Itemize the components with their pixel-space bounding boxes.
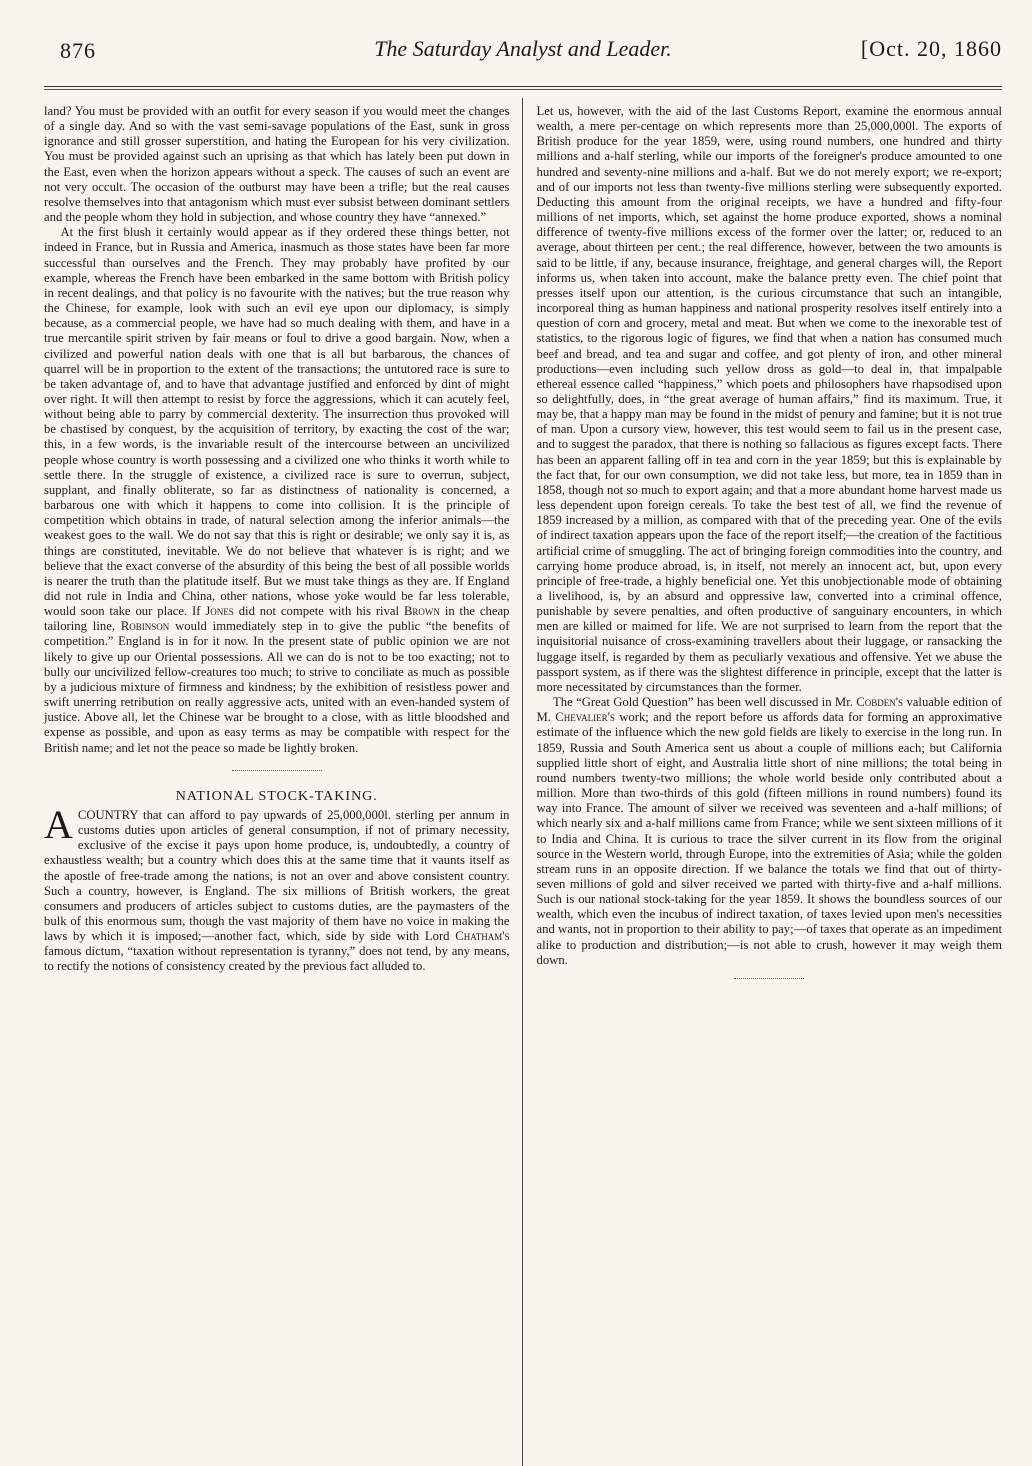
name-cobden: Cobden's: [856, 695, 904, 710]
paragraph: The “Great Gold Question” has been well discussed in Mr. Cobden's valuable edition of M. Chevalier's work; and the report before us affords data for forming an approximative estimate of the influence which the new gold fields are likely to exercise in the long run. In 1859, Russia and South America sent us about a couple of millions each; but California supplied little short of eight, and Australia little short of nine millions; the total being in round numbers twenty-two millions; the whole world beside only contributed about a million. More than two-thirds of this gold (fifteen millions in round numbers) found its way into France. The amount of silver we received was seventeen and a-half millions; of which nearly six and a-half millions came from France; while we sent sixteen millions of it to India and China. It is curious to trace the silver current in its flow from the original source in the Western world, through Europe, into the extremities of Asia; while the golden stream runs in an opposite direction. If we balance the totals we find that out of thirty-seven millions of gold and silver received we parted with thirty-five and a-half millions. Such is our national stock-taking for the year 1859. It shows the boundless sources of our wealth, which even the incubus of indirect taxation, of taxes levied upon men's necessities and wants, not in proportion to their ability to pay;—of taxes that operate as an impediment alike to production and distribution;—is not able to crush, however it may weigh them down.: [536, 695, 1003, 967]
right-column: [522, 104, 1002, 1466]
paragraph: ACOUNTRY that can afford to pay upwards of 25,000,000l. sterling per annum in customs duties upon articles of general consumption, if not of primary necessity, exclusive of the excise it pays upon home produce, is, undoubtedly, a country of exhaustless wealth; but a country which does this at the same time that it vaunts itself as the apostle of free-trade among the nations, is not an over and above consistent country. Such a country, however, is England. The six millions of British workers, the great consumers and producers of articles subject to customs duties, are the paymasters of the bulk of this enormous sum, though the vast majority of them have no voice in making the laws by which it is imposed;—another fact, which, side by side with Lord Chatham's famous dictum, “taxation without representation is tyranny,” does not tend, by any means, to rectify the notions of consistency created by the previous fact alluded to.: [44, 801, 510, 974]
page-number: 876: [60, 38, 96, 63]
drop-cap: A: [44, 801, 73, 847]
masthead: [44, 26, 1002, 63]
name-robinson: Robinson: [120, 619, 170, 634]
section-title: NATIONAL STOCK-TAKING.: [175, 788, 378, 804]
name-chevalier: Chevalier's: [555, 710, 615, 725]
name-chatham: Chatham's: [455, 929, 510, 944]
end-ornament: [734, 978, 804, 979]
paragraph: At the first blush it certainly would appear as if they ordered these things better, not indeed in France, but in Russia and America, inasmuch as those states have been far more successful than ourselves and the French. They may probably have profited by our example, whereas the French have been embarked in the same bottom with British policy in recent dealings, and that policy is no favourite with the natives; but the true reason why the Chinese, for example, look with such an evil eye upon our diplomacy, is simply because, as a commercial people, we have had so much dealing with them, and have in a true mercantile spirit striven by fair means or foul to drive a good bargain. Now, when a civilized and powerful nation deals with one that is all but barbarous, the chances of quarrel will be in proportion to the extent of the transactions; the untutored race is sure to be taken advantage of, and to have that advantage justified and enforced by dint of might over right. It will then attempt to resist by force the aggressions, which it can acutely feel, without being able to parry by commercial dexterity. The insurrection thus provoked will be chastised by conquest, by the acquisition of territory, by exacting the cost of the war; this, in a few words, is the invariable result of the intercourse between an uncivilized people whose country is worth possessing and a civilized one who thinks it worth while to settle there. In the struggle of existence, a civilized race is sure to overrun, subject, supplant, and finally obliterate, so far as distinctness of nationality is concerned, a barbarous one with which it happens to come into collision. It is the principle of competition which obtains in trade, of natural selection among the inferior animals—the weakest goes to the wall. We do not say that this is right or desirable; we only say it is, as things are constituted, inevitable. We do not believe that whatever is is right; and we believe that the exact converse of the absurdity of this being the best of all possible worlds is nearer the truth than the platitude itself. But we must take things as they are. If England did not rule in India and China, other nations, whose yoke would be far less tolerable, would soon take our place. If Jones did not compete with his rival Brown in the cheap tailoring line, Robinson would immediately step in to give the public “the benefits of competition.” England is in for it now. In the present state of public opinion we are not likely to give up our Oriental possessions. All we can do is not to be too exacting; not to bully our uncivilized fellow-creatures too much; to strive to conciliate as much as possible by a judicious mixture of firmness and kindness; by the exhibition of resistless power and swift unerring retribution on really aggressive acts, united with an even-handed system of justice. Above all, let the Chinese war be brought to a close, with as little bloodshed and expense as possible, and upon as easy terms as may be compatible with respect for the British name; and let not the peace so made be lightly broken.: [44, 225, 510, 755]
name-brown: Brown: [403, 604, 440, 619]
paragraph: Let us, however, with the aid of the last Customs Report, examine the enormous annual wealth, a mere per-centage on which represents more than 25,000,000l. The exports of British produce for the year 1859, were, using round numbers, one hundred and thirty millions and a-half sterling, while our imports of the foreigner's produce amounted to one hundred and seventy-nine millions and a-half. But we do not merely export; we re-export; and of our imports not less than twenty-five millions sterling were subsequently exported. Deducting this amount from the original receipts, we have a hundred and fifty-four millions of net imports, which, set against the home produce exported, shows a nominal difference of twenty-five millions excess of the former over the latter; or, reduced to an average, about thirteen per cent.; the real difference, however, between the two amounts is said to be little, if any, because insurance, freightage, and general charges will, the Report informs us, when taken into account, make the balance pretty even. The chief point that presses itself upon our attention, is the curious circumstance that such an intangible, incorporeal thing as human happiness and national prosperity resolves itself entirely into a question of corn and grocery, metal and meat. But when we come to the inexorable test of statistics, to the rigorous logic of figures, we find that when a nation has consumed much beef and bread, and tea and sugar and coffee, and got plenty of iron, and other mineral productions—even including such yellow dross as gold—to deal in, that impalpable ethereal essence called “happiness,” which poets and philosophers have rhapsodised upon so delightfully, does, in “the great average of human affairs,” find its maximum. True, it may be, that a happy man may be found in the midst of penury and famine; but it is not true of man. Upon a cursory view, however, this test would seem to fail us in the present case, and to suggest the paradox, that there is nothing so fallacious as figures except facts. There has been an apparent falling off in tea and corn in the year 1859; but this is explainable by the fact that, for our own consumption, we did not take less, but more, tea in 1859 than in 1858, though not so much to export again; and that a more abundant home harvest made us less dependent upon foreign cereals. To take the best test of all, we find the revenue of 1859 increased by a million, as compared with that of the preceding year. One of the evils of indirect taxation appears upon the face of the report itself;—the creation of the factitious artificial crime of smuggling. The act of bringing foreign commodities into the country, and carrying home produce abroad, is, in itself, not merely an innocent act, but, upon every principle of free-trade, a highly beneficial one. Yet this unobjectionable mode of obtaining a livelihood, is, by an absurd and oppressive law, converted into a criminal offence, punishable by severe penalties, and often productive of sanguinary encounters, in which men are killed or maimed for life. We are not surprised to learn from the report that the inquisitorial nuisance of cross-examining travellers about their luggage, or ransacking the luggage itself, is regarded by them as peculiarly vexatious and offensive. Yet we abuse the passport system, as if there was the slightest difference in principle, except that the latter is more necessitated by circumstances than the former.: [536, 104, 1002, 694]
header-rule-double: [44, 89, 1002, 90]
name-jones: Jones: [205, 604, 234, 619]
header-rule: [44, 86, 1002, 87]
paragraph: land? You must be provided with an outfit for every season if you would meet the changes of a single day. And so with the vast semi-savage populations of the East, sunk in gross ignorance and still grosser superstition, and hating the European for his very civilization. You must be provided against such an uprising as that which has lately been put down in the East, even when the horizon appears without a speck. The causes of such an event are not very occult. The occasion of the outburst may have been a trifle; but the real causes resolve themselves into that antagonism which must ever subsist between dominant settlers and the people whom they hold in subjection, and whose country they have “annexed.”: [44, 104, 510, 225]
article-columns: [44, 104, 1002, 1466]
lead-word: COUNTRY: [77, 807, 139, 822]
journal-title: The Saturday Analyst and Leader.: [374, 36, 672, 61]
issue-date: [Oct. 20, 1860: [860, 36, 1002, 61]
section-ornament: [232, 770, 322, 771]
left-column: [44, 104, 522, 1466]
